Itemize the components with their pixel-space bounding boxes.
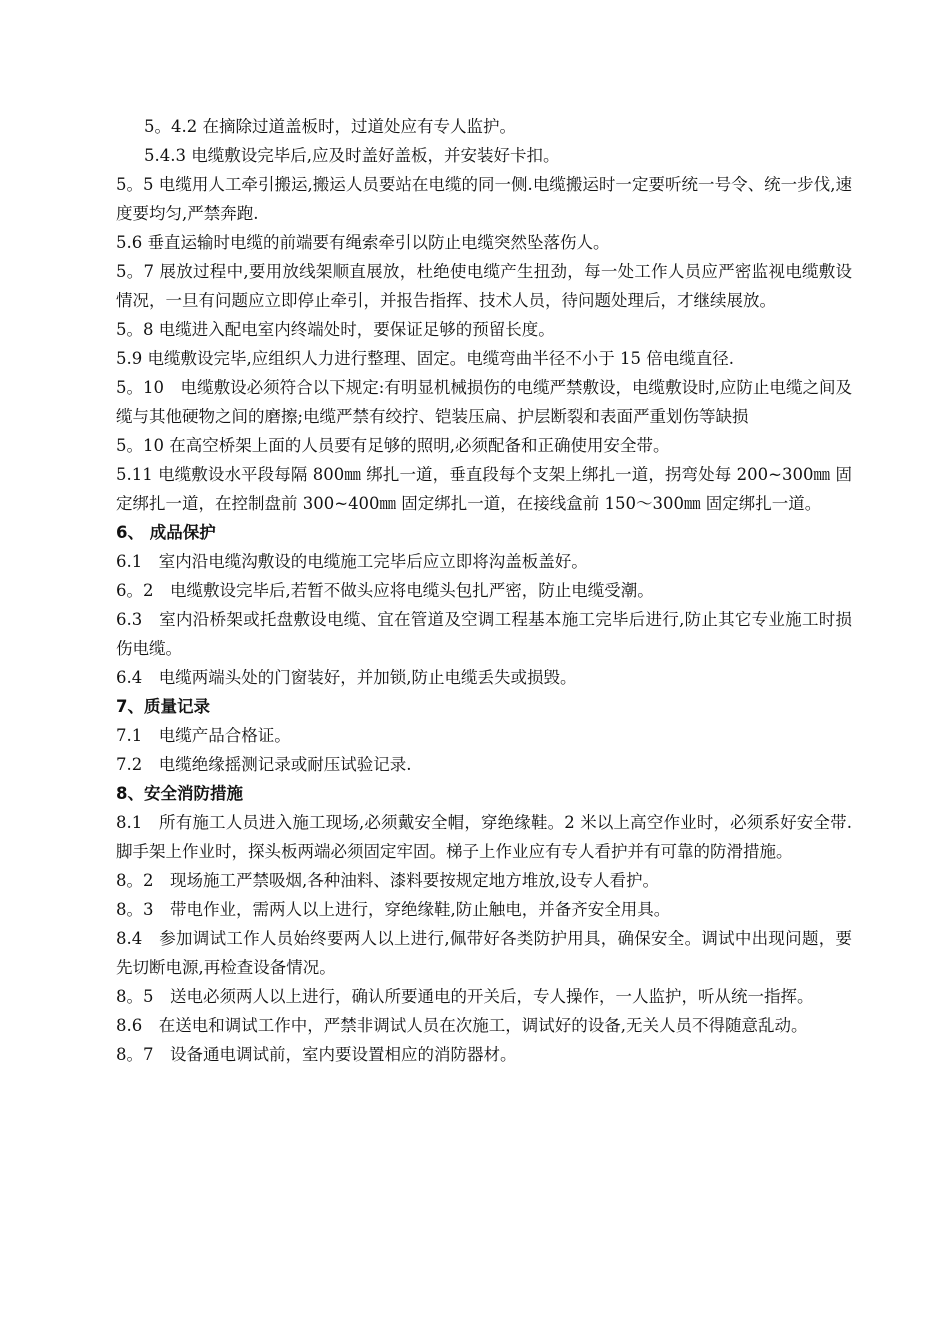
section-heading: 7、质量记录	[116, 697, 210, 716]
paragraph: 5.11 电缆敷设水平段每隔 800㎜ 绑扎一道，垂直段每个支架上绑扎一道，拐弯处每 200~300㎜ 固定绑扎一道，在控制盘前 300~400㎜ 固定绑扎一道，在接线盒前 150～300㎜ 固定绑扎一道。	[116, 465, 852, 513]
paragraph: 5。8 电缆进入配电室内终端处时，要保证足够的预留长度。	[116, 320, 555, 339]
paragraph: 6。2 电缆敷设完毕后,若暂不做头应将电缆头包扎严密，防止电缆受潮。	[116, 581, 654, 600]
paragraph: 8。7 设备通电调试前，室内要设置相应的消防器材。	[116, 1045, 517, 1064]
paragraph: 8.1 所有施工人员进入施工现场,必须戴安全帽，穿绝缘鞋。2 米以上高空作业时，必须系好安全带.脚手架上作业时，探头板两端必须固定牢固。梯子上作业应有专人看护并有可靠的防滑措施。	[116, 813, 852, 861]
paragraph: 5.6 垂直运输时电缆的前端要有绳索牵引以防止电缆突然坠落伤人。	[116, 233, 610, 252]
paragraph: 5.9 电缆敷设完毕,应组织人力进行整理、固定。电缆弯曲半径不小于 15 倍电缆直径.	[116, 349, 734, 368]
paragraph: 8.6 在送电和调试工作中，严禁非调试人员在次施工，调试好的设备,无关人员不得随意乱动。	[116, 1016, 808, 1035]
paragraph: 6.4 电缆两端头处的门窗装好，并加锁,防止电缆丢失或损毁。	[116, 668, 577, 687]
paragraph: 5。7 展放过程中,要用放线架顺直展放，杜绝使电缆产生扭劲，每一处工作人员应严密监视电缆敷设情况，一旦有问题应立即停止牵引，并报告指挥、技术人员，待问题处理后，才继续展放。	[116, 262, 852, 310]
paragraph: 7.1 电缆产品合格证。	[116, 726, 291, 745]
paragraph: 6.3 室内沿桥架或托盘敷设电缆、宜在管道及空调工程基本施工完毕后进行,防止其它专业施工时损伤电缆。	[116, 610, 852, 658]
paragraph: 8。5 送电必须两人以上进行，确认所要通电的开关后，专人操作，一人监护，听从统一指挥。	[116, 987, 814, 1006]
paragraph: 8。2 现场施工严禁吸烟,各种油料、漆料要按规定地方堆放,设专人看护。	[116, 871, 659, 890]
paragraph: 8.4 参加调试工作人员始终要两人以上进行,佩带好各类防护用具，确保安全。调试中出现问题，要先切断电源,再检查设备情况。	[116, 929, 852, 977]
paragraph: 5.4.3 电缆敷设完毕后,应及时盖好盖板，并安装好卡扣。	[144, 146, 560, 165]
paragraph: 5。5 电缆用人工牵引搬运,搬运人员要站在电缆的同一侧.电缆搬运时一定要听统一号令、统一步伐,速度要均匀,严禁奔跑.	[116, 175, 852, 223]
paragraph: 5。10 在高空桥架上面的人员要有足够的照明,必须配备和正确使用安全带。	[116, 436, 670, 455]
paragraph: 8。3 带电作业，需两人以上进行，穿绝缘鞋,防止触电，并备齐安全用具。	[116, 900, 671, 919]
paragraph: 6.1 室内沿电缆沟敷设的电缆施工完毕后应立即将沟盖板盖好。	[116, 552, 588, 571]
document-body	[116, 112, 852, 1069]
paragraph: 5。10 电缆敷设必须符合以下规定:有明显机械损伤的电缆严禁敷设，电缆敷设时,应防止电缆之间及缆与其他硬物之间的磨擦;电缆严禁有绞拧、铠装压扁、护层断裂和表面严重划伤等缺损	[116, 378, 852, 426]
section-heading: 6、 成品保护	[116, 523, 216, 542]
paragraph: 5。4.2 在摘除过道盖板时，过道处应有专人监护。	[144, 117, 516, 136]
paragraph: 7.2 电缆绝缘摇测记录或耐压试验记录.	[116, 755, 412, 774]
section-heading: 8、安全消防措施	[116, 784, 243, 803]
